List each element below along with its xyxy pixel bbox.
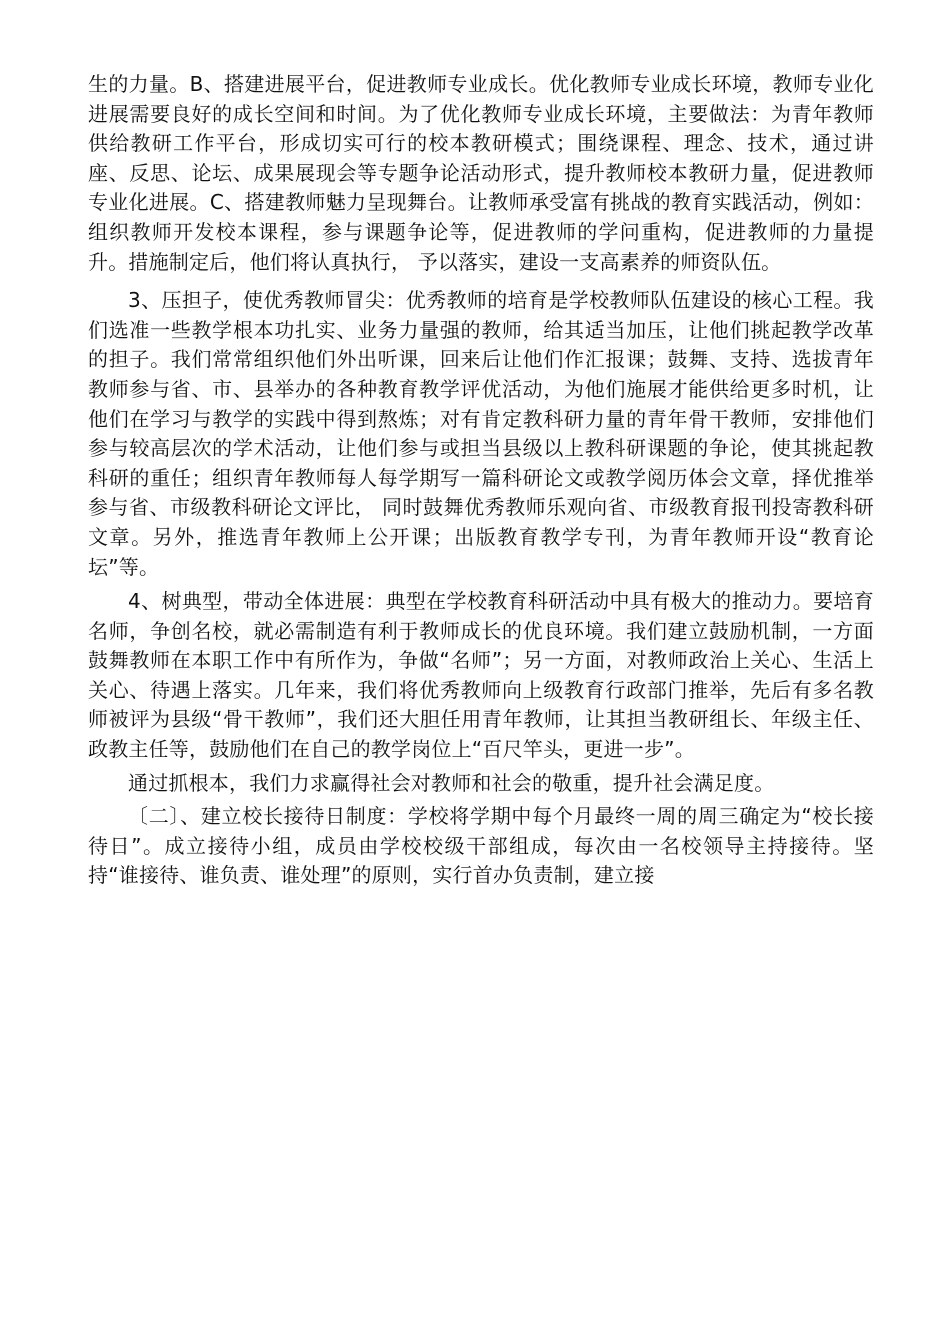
- paragraph-item-4: 4、树典型，带动全体进展：典型在学校教育科研活动中具有极大的推动力。要培育名师，争创名校，就必需制造有利于教师成长的优良环境。我们建立鼓励机制，一方面鼓舞教师在本职工作中有所作为，争做“名师”；另一方面，对教师政治上关心、生活上关心、待遇上落实。几年来，我们将优秀教师向上级教育行政部门推举，先后有多名教师被评为县级“骨干教师”，我们还大胆任用青年教师，让其担当教研组长、年级主任、政教主任等，鼓励他们在自己的教学岗位上“百尺竿头，更进一步”。: [88, 589, 874, 762]
- paragraph-item-3: 3、压担子，使优秀教师冒尖：优秀教师的培育是学校教师队伍建设的核心工程。我们选准一些教学根本功扎实、业务力量强的教师，给其适当加压，让他们挑起教学改革的担子。我们常常组织他们外出听课，回来后让他们作汇报课；鼓舞、支持、选拔青年教师参与省、市、县举办的各种教育教学评优活动，为他们施展才能供给更多时机，让他们在学习与教学的实践中得到熬炼；对有肯定教科研力量的青年骨干教师，安排他们参与较高层次的学术活动，让他们参与或担当县级以上教科研课题的争论，使其挑起教科研的重任；组织青年教师每人每学期写一篇科研论文或教学阅历体会文章，择优推举参与省、市级教科研论文评比， 同时鼓舞优秀教师乐观向省、市级教育报刊投寄教科研文章。另外，推选青年教师上公开课；出版教育教学专刊，为青年教师开设“教育论坛”等。: [88, 288, 874, 579]
- document-page: [88, 70, 874, 891]
- paragraph-continuation: 生的力量。B、搭建进展平台，促进教师专业成长。优化教师专业成长环境，教师专业化进展需要良好的成长空间和时间。为了优化教师专业成长环境，主要做法：为青年教师供给教研工作平台，形成切实可行的校本教研模式；围绕课程、理念、技术，通过讲座、反思、论坛、成果展现会等专题争论活动形式，提升教师校本教研力量，促进教师专业化进展。C、搭建教师魅力呈现舞台。让教师承受富有挑战的教育实践活动，例如：组织教师开发校本课程，参与课题争论等，促进教师的学问重构，促进教师的力量提升。措施制定后，他们将认真执行， 予以落实，建设一支高素养的师资队伍。: [88, 72, 874, 274]
- paragraph-section-2: 〔二〕、建立校长接待日制度：学校将学期中每个月最终一周的周三确定为“校长接待日”。成立接待小组，成员由学校校级干部组成，每次由一名校领导主持接待。坚持“谁接待、谁负责、谁处理”的原则，实行首办负责制，建立接: [88, 804, 874, 888]
- paragraph-summary: 通过抓根本，我们力求赢得社会对教师和社会的敬重，提升社会满足度。: [128, 770, 775, 795]
